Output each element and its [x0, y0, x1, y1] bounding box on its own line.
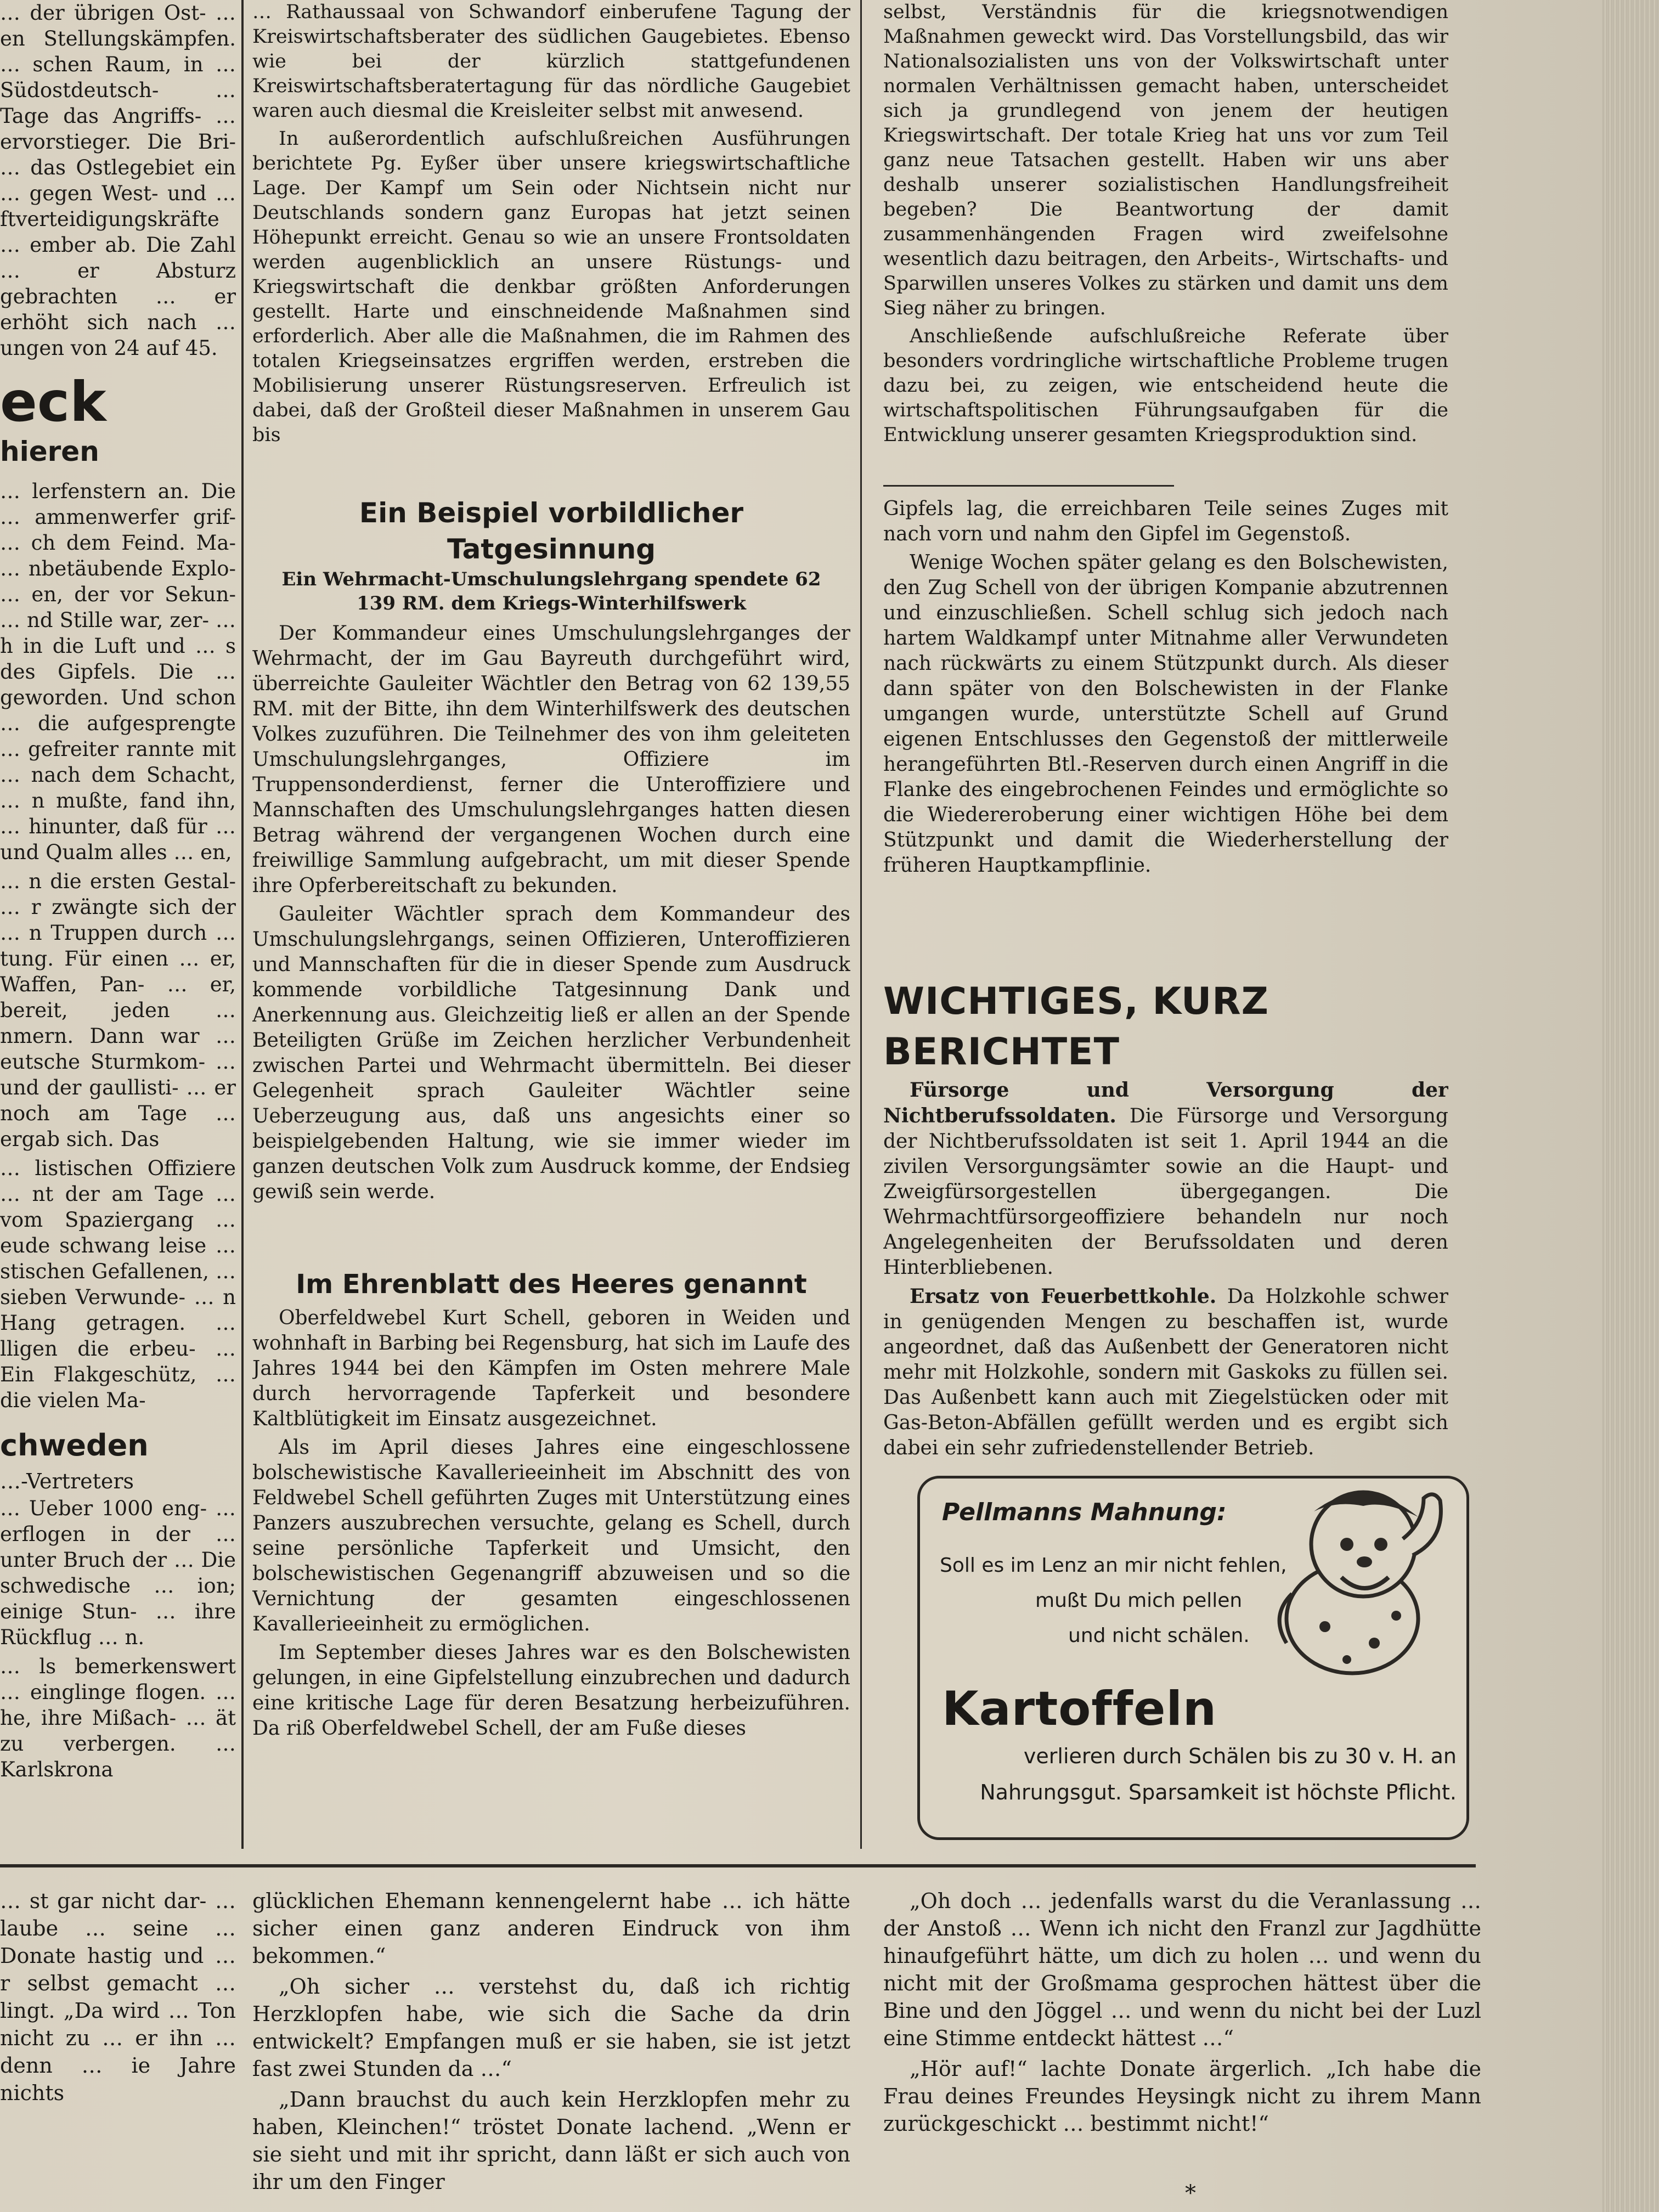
- left-column: [0, 0, 236, 1854]
- kreiswirtschaft-paragraph-2: In außerordentlich aufschlußreichen Ausführungen berichtete Pg. Eyßer über unsere kriegswirtschaftliche Lage. Der Kampf um Sein oder Nichtsein nicht nur Deutschlands sondern ganz Europas hat jetzt seinen Höhepunkt erreicht. Genau so wie an unsere Frontsoldaten werden augenblicklich an unsere Rüstungs- und Kriegswirtschaft die denkbar größten Anforderungen gestellt. Harte und einschneidende Maßnahmen sind erforderlich. Aber alle die Maßnahmen, die im Rahmen des totalen Kriegseinsatzes ergriffen werden, erstreben die Mobilisierung unserer Rüstungsreserven. Erfreulich ist dabei, daß der Großteil dieser Maßnahmen in unserem Gau bis: [252, 128, 850, 446]
- wichtiges-paragraph-2: [883, 1284, 1448, 1461]
- left-column-heading-2: chweden: [0, 1428, 149, 1463]
- left-column-text-2: … lerfenstern an. Die … ammenwerfer grif- … ch dem Feind. Ma- … nbetäubende Explo- … en, der vor Sekun- … nd Stille war, zer- … h in die Luft und … s des Gipfels. Die … geworden. Und schon … die aufgesprengte … gefreiter rannte mit … nach dem Schacht, … n mußte, fand ihn, … hinunter, daß für … und Qualm alles … en,: [0, 479, 236, 864]
- section-rule-top: [883, 485, 1174, 487]
- ad-line-3: und nicht schälen.: [1068, 1624, 1250, 1647]
- ad-footer-2: Nahrungsgut. Sparsamkeit ist höchste Pflicht.: [980, 1780, 1457, 1804]
- ehrenblatt-article: [252, 1266, 850, 1859]
- left-column-text-3: … n die ersten Gestal- … r zwängte sich der … n Truppen durch … tung. Für einen … er, Waffen, Pan- … er, bereit, jeden … nmern. Dann war … eutsche Sturmkom- … und der gaullisti- … er noch am Tage … ergab sich. Das: [0, 870, 236, 1151]
- bottom-story-left: [0, 1887, 236, 2212]
- left-column-text-4: … listischen Offiziere … nt der am Tage … vom Spaziergang … eude schwang leise … stischen Gefallenen, … sieben Verwunde- … n Hang getragen. … lligen die erbeu- … Ein Flakgeschütz, … die vielen Ma-: [0, 1156, 236, 1412]
- left-column-text-5: … Ueber 1000 eng- … erflogen in der … unter Bruch der … Die schwedische … ion; einige Stun- … ihre Rückflug … n.: [0, 1497, 236, 1649]
- tatgesinnung-subheadline: Ein Wehrmacht-Umschulungslehrgang spendete 62 139 RM. dem Kriegs-Winterhilfswerk: [281, 568, 821, 614]
- wichtiges-paragraph-1: [883, 1077, 1448, 1280]
- ad-title: Pellmanns Mahnung:: [942, 1498, 1227, 1526]
- left-column-text-6: … ls bemerkenswert … einglinge flogen. … he, ihre Mißach- … ät zu verbergen. … Karlskrona: [0, 1655, 236, 1781]
- tatgesinnung-paragraph-2: Gauleiter Wächtler sprach dem Kommandeur des Umschulungslehrgangs, seinen Offizieren, Unteroffizieren und Mannschaften für die in dieser Spende zum Ausdruck kommende vorbildliche Tatgesinnung Dank und Anerkennung aus. Gleichzeitig ließ er allen an der Spende Beteiligten Grüße im Zeichen herzlicher Verbundenheit zwischen Partei und Wehrmacht übermitteln. Bei dieser Gelegenheit sprach Gauleiter Wächtler seine Ueberzeugung aus, daß uns angesichts einer so beispielgebenden Haltung, wie sie immer wieder im ganzen deutschen Volk zum Ausdruck komme, der Endsieg gewiß sein werde.: [252, 903, 850, 1203]
- wichtiges-lead-1: Fürsorge und Versorgung der Nichtberufssoldaten.: [883, 1079, 1448, 1127]
- kriegswirtschaft-paragraph-1: selbst, Verständnis für die kriegsnotwendigen Maßnahmen geweckt wird. Das Vorstellungsbild, das wir Nationalsozialisten uns von der Volkswirtschaft unter normalen Verhältnissen gemacht haben, unterscheidet sich ja grundlegend von jenem der heutigen Kriegswirtschaft. Der totale Krieg hat uns vor zum Teil ganz neue Tatsachen gestellt. Haben wir uns aber deshalb unserer sozialistischen Handlungsfreiheit begeben? Die Beantwortung der damit zusammenhängenden Fragen wird zweifelsohne wesentlich dazu beitragen, den Arbeits-, Wirtschafts- und Sparwillen unseres Volkes zu stärken und damit uns dem Sieg näher zu bringen.: [883, 1, 1448, 319]
- wichtiges-headline: WICHTIGES, KURZ BERICHTET: [883, 980, 1269, 1074]
- column-rule-2: [860, 0, 862, 1849]
- page-stack-edge: [1602, 0, 1659, 2212]
- wichtiges-article: [883, 977, 1448, 1465]
- section-rule-bottom: [0, 1864, 1476, 1867]
- ehrenblatt-paragraph-5: Wenige Wochen später gelang es den Bolschewisten, den Zug Schell von der übrigen Kompanie abzutrennen und einzuschließen. Schell schlug sich jedoch nach hartem Waldkampf unter Mitnahme aller Verwundeten nach rückwärts zu einem Stützpunkt durch. Als dieser dann später von den Bolschewisten in der Flanke umgangen wurde, unterstützte Schell auf Grund eigenen Entschlusses den Gegenstoß der mittlerweile herangeführten Btl.-Reserven durch einen Angriff in die Flanke des eingebrochenen Feindes und ermöglichte so die Wiedereroberung einer wichtigen Höhe bei dem Stützpunkt und damit die Wiederherstellung der früheren Hauptkampflinie.: [883, 551, 1448, 877]
- wichtiges-lead-2: Ersatz von Feuerbettkohle.: [910, 1285, 1217, 1308]
- bottom-story-left-text: … st gar nicht dar- … laube … seine … Donate hastig und … r selbst gemacht … lingt. „Da wird … Ton nicht zu … er ihn … denn … ie Jahre nichts: [0, 1889, 236, 2105]
- bottom-story-middle-text-1: glücklichen Ehemann kennengelernt habe … ich hätte sicher einen ganz anderen Eindruck von ihm bekommen.“: [252, 1889, 850, 1968]
- bottom-story-middle-text-2: „Oh sicher … verstehst du, daß ich richtig Herzklopfen habe, wie sich die Sache da drin entwickelt? Empfangen muß er sie haben, sie ist jetzt fast zwei Stunden da …“: [252, 1974, 850, 2081]
- ehrenblatt-paragraph-2: Als im April dieses Jahres eine eingeschlossene bolschewistische Kavallerieeinheit im Abschnitt des von Feldwebel Schell geführten Zuges mit Unterstützung eines Panzers auszubrechen versuchte, gelang es Schell, durch seine persönliche Tapferkeit und Umsicht, den bolschewistischen Gegenangriff abzuweisen und so die Vernichtung der gesamten eingeschlossenen Kavallerieeinheit zu ermöglichen.: [252, 1436, 850, 1635]
- left-column-subheading: hieren: [0, 436, 99, 467]
- left-column-text-1: … der übrigen Ost- … en Stellungskämpfen. … schen Raum, in … Südostdeutsch- … Tage das Angriffs- … ervorstieger. Die Bri- … das Ostlegebiet ein … gegen West- und … ftverteidigungskräfte … ember ab. Die Zahl … er Absturz gebrachten … er erhöht sich nach … ungen von 24 auf 45.: [0, 1, 236, 360]
- bottom-story-middle: [252, 1887, 850, 2212]
- ehrenblatt-paragraph-3: Im September dieses Jahres war es den Bolschewisten gelungen, in eine Gipfelstellung einzubrechen und dadurch eine kritische Lage für deren Besatzung herbeizuführen. Da riß Oberfeldwebel Schell, der am Fuße dieses: [252, 1641, 850, 1740]
- bottom-story-right-text-2: „Hör auf!“ lachte Donate ärgerlich. „Ich habe die Frau deines Freundes Heysingk nicht zu ihrem Mann zurückgeschickt … bestimmt nicht!“: [883, 2057, 1481, 2136]
- ehrenblatt-paragraph-1: Oberfeldwebel Kurt Schell, geboren in Weiden und wohnhaft in Barbing bei Regensburg, hat sich im Laufe des Jahres 1944 bei den Kämpfen im Osten mehrere Male durch hervorragende Tapferkeit und besondere Kaltblütigkeit im Einsatz ausgezeichnet.: [252, 1307, 850, 1430]
- kreiswirtschaft-article: [252, 0, 850, 472]
- ehrenblatt-continuation: [883, 496, 1448, 974]
- left-column-subheading-2: …-Vertreters: [0, 1469, 134, 1493]
- bottom-story-middle-text-3: „Dann brauchst du auch kein Herzklopfen mehr zu haben, Kleinchen!“ tröstet Donate lachend. „Wenn er sie sieht und mit ihr spricht, dann läßt er sich auch von ihr um den Finger: [252, 2087, 850, 2194]
- wichtiges-text-1: Die Fürsorge und Versorgung der Nichtberufssoldaten ist seit 1. April 1944 an die zivilen Versorgungsämter sowie an die Haupt- und Zweigfürsorgestellen übergegangen. Die Wehrmachtfürsorgeoffiziere behandeln nur noch Angelegenheiten der Berufssoldaten und deren Hinterbliebenen.: [883, 1105, 1448, 1279]
- kreiswirtschaft-paragraph-1: … Rathaussaal von Schwandorf einberufene Tagung der Kreiswirtschaftsberater des südlichen Gaugebietes. Ebenso wie bei der kürzlich stattgefundenen Kreiswirtschaftsberatertagung für das nördliche Gaugebiet waren auch diesmal die Kreisleiter selbst mit anwesend.: [252, 1, 850, 122]
- bottom-story-right: [883, 1887, 1481, 2212]
- ad-line-2: mußt Du mich pellen: [1035, 1589, 1243, 1612]
- potato-mascot-illustration: [1259, 1479, 1468, 1687]
- ehrenblatt-paragraph-4: Gipfels lag, die erreichbaren Teile seines Zuges mit nach vorn und nahm den Gipfel im Gegenstoß.: [883, 498, 1448, 545]
- wichtiges-text-2: Da Holzkohle schwer in genügenden Mengen zu beschaffen ist, wurde angeordnet, daß das Außenbett der Generatoren nicht mehr mit Holzkohle, sondern mit Gaskoks zu füllen sei. Das Außenbett kann auch mit Ziegelstücken oder mit Gas-Beton-Abfällen gefüllt werden und es ergibt sich dabei ein sehr zufriedenstellender Betrieb.: [883, 1285, 1448, 1459]
- kriegswirtschaft-paragraph-2: Anschließende aufschlußreiche Referate über besonders vordringliche wirtschaftliche Probleme trugen dazu bei, zu zeigen, wie entscheidend heute die wirtschaftspolitischen Führungsaufgaben für die Entwicklung unserer gesamten Kriegsproduktion sind.: [883, 325, 1448, 446]
- ehrenblatt-headline: Im Ehrenblatt des Heeres genannt: [296, 1269, 807, 1300]
- ad-line-1: Soll es im Lenz an mir nicht fehlen,: [940, 1554, 1287, 1577]
- left-column-heading: eck: [0, 370, 106, 434]
- ad-headline: Kartoffeln: [942, 1681, 1217, 1736]
- tatgesinnung-article: [252, 495, 850, 1263]
- bottom-story-right-text-1: „Oh doch … jedenfalls warst du die Veranlassung … der Anstoß … Wenn ich nicht den Franzl zur Jagdhütte hinaufgeführt hätte, um dich zu holen … und wenn du nicht mit der Großmama gesprochen hättest über die Bine und den Jöggel … und wenn du nicht bei der Luzl eine Stimme entdeckt hättest …“: [883, 1889, 1481, 2050]
- tatgesinnung-headline: Ein Beispiel vorbildlicher Tatgesinnung: [359, 497, 744, 565]
- section-star-divider: *: [1185, 2181, 1196, 2206]
- kriegswirtschaft-article: [883, 0, 1448, 477]
- kartoffeln-advertisement: [917, 1476, 1469, 1840]
- ad-footer-1: verlieren durch Schälen bis zu 30 v. H. an: [1023, 1744, 1457, 1768]
- tatgesinnung-paragraph-1: Der Kommandeur eines Umschulungslehrganges der Wehrmacht, der im Gau Bayreuth durchgeführt wird, überreichte Gauleiter Wächtler den Betrag von 62 139,55 RM. mit der Bitte, ihn dem Winterhilfswerk des deutschen Volkes zuzuführen. Die Teilnehmer des von ihm geleiteten Umschulungslehrganges, Offiziere im Truppensonderdienst, ferner die Unteroffiziere und Mannschaften des Umschulungslehrganges hatten diesen Betrag während der vergangenen Wochen durch eine freiwillige Sammlung aufgebracht, um mit dieser Spende ihre Opferbereitschaft zu bekunden.: [252, 622, 850, 897]
- column-rule-1: [241, 0, 244, 1849]
